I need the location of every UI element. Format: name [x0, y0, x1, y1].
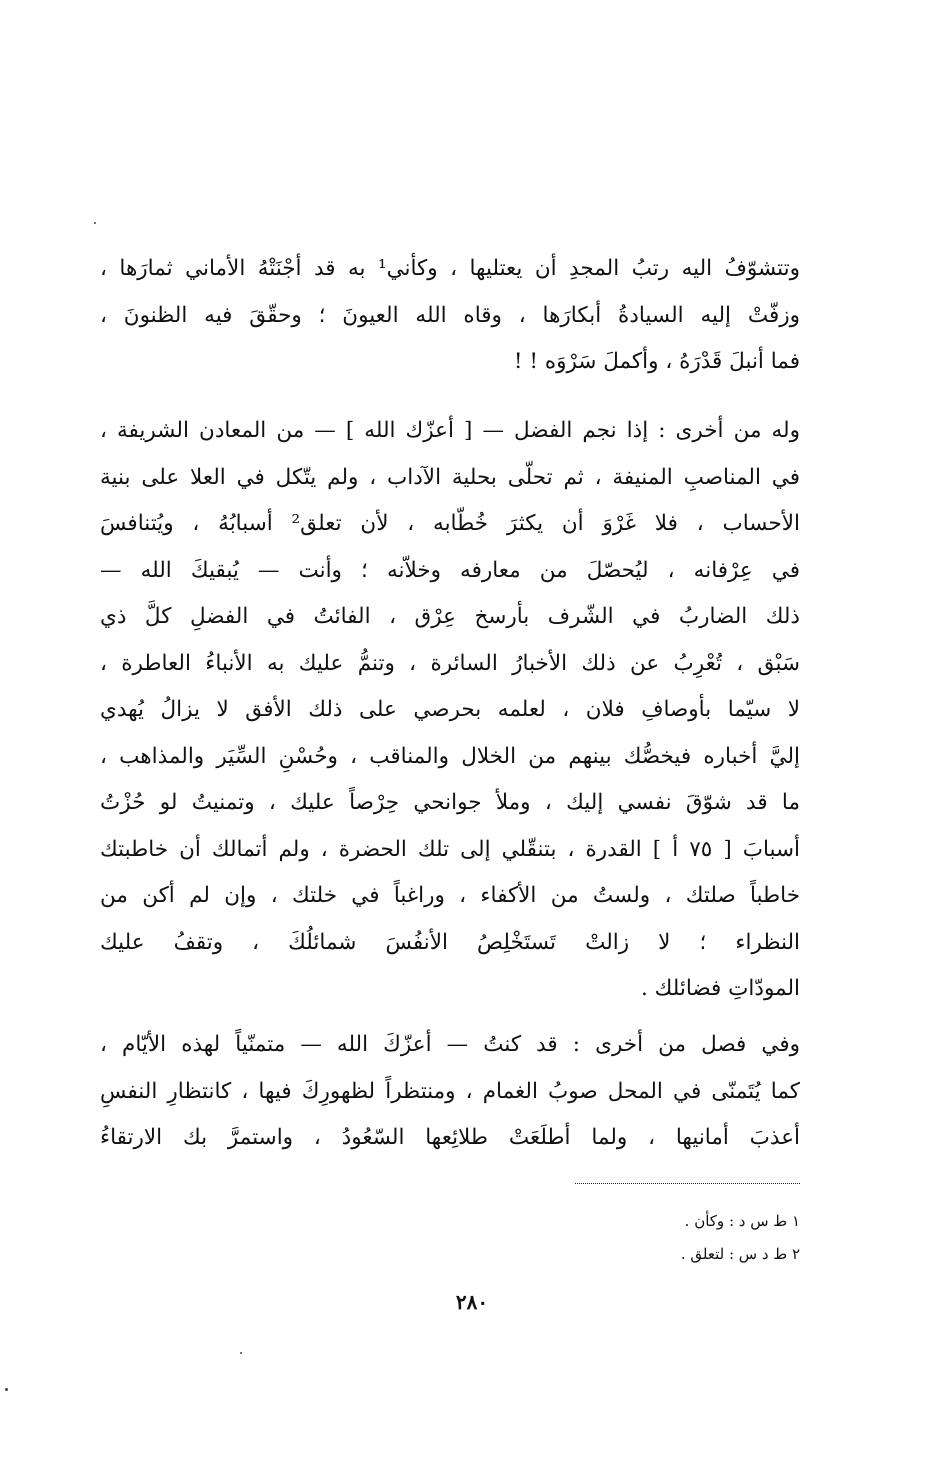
paragraph-3 — [100, 1022, 800, 1162]
text-line: سَبْق ، تُعْرِبُ عن ذلك الأخبارُ السائرة ، وتنمُّ عليك به الأنباءُ العاطرة ، — [100, 650, 800, 676]
footnote-divider — [575, 1183, 800, 1184]
text-line: الأحساب ، فلا غَرْوَ أن يكثرَ خُطّابه ، لأن تعلق² أسبابُهُ ، ويُتنافسَ — [100, 511, 800, 536]
text-line: أسبابَ [ ٧٥ أ ] القدرة ، بتنقّلي إلى تلك الحضرة ، ولم أتمالك أن خاطبتك — [100, 836, 800, 862]
page-number: ٢٨٠ — [455, 1290, 489, 1314]
text-line: كما يُتَمنّى في المحل صوبُ الغمام ، ومنتظراً لظهورِكَ فيها ، كانتظارِ النفسِ — [100, 1078, 800, 1104]
text-line: وله من أخرى : إذا نجم الفضل — [ أعزّك الله ] — من المعادن الشريفة ، — [100, 418, 800, 443]
footnote-1: ١ ط س د : وكأن . — [684, 1212, 800, 1230]
footnotes — [400, 1205, 800, 1271]
paragraph-1 — [100, 246, 800, 386]
text-line: النظراء ؛ لا زالتْ تَستَخْلِصُ الأنفُسَ شمائلُكَ ، وتقفُ عليك — [100, 929, 800, 955]
text-line: في عِرْفانه ، ليُحصّلَ من معارفه وخلاّنه ؛ وأنت — يُبقيكَ الله — — [100, 557, 800, 583]
text-line: وتتشوّفُ اليه رتبُ المجدِ أن يعتليها ، وكأني¹ به قد أجْنَتْهُ الأماني ثمارَها ، — [100, 256, 800, 281]
text-line: إليَّ أخباره فيخصُّك بينهم من الخلال والمناقب ، وحُسْنِ السِّيَر والمذاهب ، — [100, 743, 800, 769]
text-line: وزفّتْ إليه السيادةُ أبكارَها ، وقاه الله العيونَ ؛ وحقّقَ فيه الظنونَ ، — [100, 302, 800, 328]
text-line: فما أنبلَ قَدْرَهُ ، وأكملَ سَرْوَه ! ! — [513, 349, 800, 374]
text-line: في المناصبِ المنيفة ، ثم تحلّى بحلية الآداب ، ولم يتّكل في العلا على بنية — [100, 464, 800, 490]
text-line: وفي فصل من أخرى : قد كنتُ — أعزّكَ الله — متمنّياً لهذه الأيّام ، — [100, 1032, 800, 1057]
scan-speck — [240, 1352, 242, 1354]
text-line: أعذبَ أمانيها ، ولما أطلَعَتْ طلائِعها السّعُودُ ، واستمرَّ بك الارتقاءُ — [100, 1125, 800, 1150]
text-line: ذلك الضاربُ في الشّرف بأرسخ عِرْق ، الفائتُ في الفضلِ كلَّ ذي — [100, 604, 800, 629]
text-line: لا سيّما بأوصافِ فلان ، لعلمه بحرصي على ذلك الأفق لا يزالُ يُهدي — [100, 697, 800, 722]
footnote-2: ٢ ط د س : لتعلق . — [680, 1245, 800, 1263]
scan-speck — [5, 1388, 8, 1391]
text-line: خاطباً صلتك ، ولستُ من الأكفاء ، وراغباً في خلتك ، وإن لم أكن من — [100, 883, 800, 908]
paragraph-2 — [100, 408, 800, 1013]
text-line: المودّاتِ فضائلك . — [640, 976, 800, 1001]
text-line: ما قد شوّقَ نفسي إليك ، وملأ جوانحي حِرْصاً عليك ، وتمنيتُ لو حُزْتُ — [100, 790, 800, 815]
scan-speck — [94, 222, 96, 224]
